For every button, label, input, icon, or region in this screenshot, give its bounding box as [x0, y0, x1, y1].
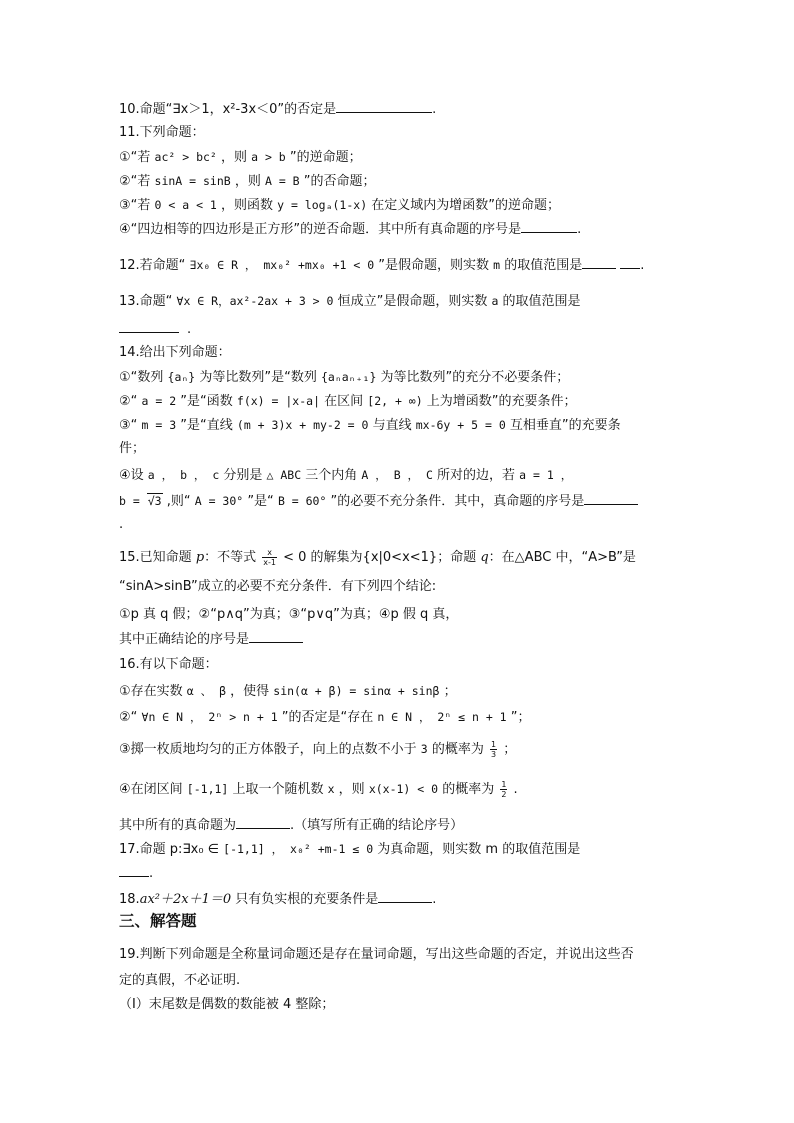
section-heading: 三、解答题	[119, 912, 197, 930]
q14-i2-b: ”是“函数	[176, 394, 237, 409]
question-19-line-3: （Ⅰ）末尾数是偶数的数能被 4 整除；	[119, 997, 335, 1012]
q12-math: ∃x₀ ∈ R ， mx₀² +mx₀ +1 < 0	[189, 258, 375, 272]
q11-i2-math: sinA = sinB	[154, 174, 231, 188]
q11-i3-math2: y = logₐ(1-x)	[277, 198, 368, 212]
q17-end: .	[149, 866, 154, 881]
q12-a: 12.若命题“	[119, 258, 190, 273]
q13-blank	[119, 320, 179, 333]
q11-i3-c: 在定义域内为增函数”的逆命题；	[367, 198, 560, 213]
q16-i4-d: 的概率为	[438, 782, 499, 797]
q14-item-4-line-2	[119, 492, 638, 511]
q14-i4-sqrt-value: 3	[154, 494, 162, 508]
q15-b: ：不等式	[204, 550, 261, 565]
q14-i1-math: {aₙ}	[167, 370, 196, 384]
q16-i2-b: ”的否定是“存在	[277, 710, 378, 725]
q14-i4-l2math: A = 30°	[194, 494, 244, 508]
q16-i4-b: 上取一个随机数	[228, 782, 328, 797]
question-17	[119, 840, 580, 859]
q13-line-2	[119, 320, 191, 339]
q16-i3-b: 的概率为	[427, 742, 488, 757]
q10-text: 10.命题“∃x＞1，x²-3x＜0”的否定是	[119, 102, 337, 117]
q14-i3-math2: (m + 3)x + my-2 = 0	[236, 418, 369, 432]
q13-math2: a	[491, 294, 499, 308]
q11-item-1	[119, 148, 362, 167]
q14-item-2	[119, 392, 577, 411]
q17-b: 为真命题，则实数 m 的取值范围是	[373, 842, 581, 857]
q15-c: < 0 的解集为{x|0<x<1}；命题	[279, 550, 481, 565]
q16-i3-math: 3	[420, 742, 428, 756]
q14-i3-c: 与直线	[368, 418, 416, 433]
q16-i2-a: ②“	[119, 710, 142, 725]
q16-item-2	[119, 708, 530, 727]
q16-i2-math2: n ∈ N ， 2ⁿ ≤ n + 1	[377, 710, 507, 724]
q18-blank	[378, 890, 432, 903]
q14-i2-a: ②“	[119, 394, 142, 409]
q16-end	[119, 816, 463, 835]
q15-frac-num: x	[262, 548, 277, 558]
q16-i2-math: ∀n ∈ N ， 2ⁿ > n + 1	[141, 710, 278, 724]
q14-item-4	[119, 466, 572, 485]
q16-i1-math2: sin(α + β) = sinα + sinβ	[273, 684, 440, 698]
q11-blank	[521, 220, 577, 233]
q14-i4-l2d: ”的必要不充分条件．其中，真命题的序号是	[326, 494, 585, 509]
question-16-title: 16.有以下命题：	[119, 657, 218, 672]
q14-i3-math: m = 3	[141, 418, 177, 432]
question-19-line-2: 定的真假，不必证明.	[119, 973, 241, 988]
q14-i3-b: ”是“直线	[176, 418, 237, 433]
q11-item-2	[119, 172, 375, 191]
q16-item-4	[119, 780, 518, 799]
q12-math2: m	[493, 258, 501, 272]
q11-i3-math: 0 < a < 1	[154, 198, 217, 212]
q15-d: ：在△ABC 中，“A>B”是	[488, 550, 636, 565]
q16-i3-frac-den: 3	[491, 750, 497, 759]
q15-line-4	[119, 630, 303, 649]
q15-fraction	[262, 548, 277, 567]
q14-i4-math4: a = 1 ，	[519, 468, 573, 482]
q16-i3-fraction	[490, 740, 497, 759]
q16-i4-math: [-1,1]	[186, 782, 229, 796]
q11-end: .	[577, 222, 582, 237]
q10-end: .	[432, 102, 437, 117]
q12-end: .	[640, 258, 645, 273]
q17-line-2	[119, 864, 153, 883]
q11-i1-a: ①“若	[119, 150, 155, 165]
q16-i4-fraction	[500, 780, 507, 799]
q11-i1-c: ”的逆命题；	[285, 150, 362, 165]
q14-i4-math2: △ ABC	[266, 468, 302, 482]
q16-end-b: .（填写所有正确的结论序号）	[290, 818, 464, 833]
q16-i3-c: ；	[499, 742, 517, 757]
q18-a: 18.	[119, 892, 140, 907]
q14-i4-math3: A ， B ， C	[361, 468, 433, 482]
q14-i2-c: 在区间	[320, 394, 368, 409]
q15-blank	[249, 630, 303, 643]
q10-blank	[336, 100, 432, 113]
q11-i4-a: ④“四边相等的四边形是正方形”的逆否命题．其中所有真命题的序号是	[119, 222, 522, 237]
q14-i1-b: 为等比数列”是“数列	[195, 370, 321, 385]
q16-i4-e: .	[509, 782, 518, 797]
q16-end-a: 其中所有的真命题为	[119, 818, 237, 833]
q14-i3-math3: mx-6y + 5 = 0	[415, 418, 506, 432]
q14-i1-a: ①“数列	[119, 370, 168, 385]
q11-i1-b: ，则	[216, 150, 252, 165]
q16-i3-frac-num: 1	[491, 740, 497, 749]
q16-blank	[236, 816, 290, 829]
question-19-line-1: 19.判断下列命题是全称量词命题还是存在量词命题，写出这些命题的否定，并说出这些否	[119, 947, 634, 962]
q13-c: 的取值范围是	[498, 294, 581, 309]
question-14-title: 14.给出下列命题：	[119, 345, 231, 360]
q14-i4-math: a ， b ， c	[147, 468, 220, 482]
q11-i3-a: ③“若	[119, 198, 155, 213]
q14-item-3-cont: 件；	[119, 441, 146, 456]
q14-i4-c: 三个内角	[301, 468, 362, 483]
q16-i4-frac-den: 2	[501, 790, 507, 799]
q15-line-3: ①p 真 q 假；②“p∧q”为真；③“p∨q”为真；④p 假 q 真，	[119, 607, 459, 622]
q12-b: ”是假命题，则实数	[374, 258, 494, 273]
q15-line-2: “sinA>sinB”成立的必要不充分条件．有下列四个结论:	[119, 579, 437, 594]
question-13	[119, 292, 581, 311]
sqrt-symbol: √3	[147, 494, 162, 508]
q16-item-3	[119, 740, 516, 759]
question-15	[119, 548, 636, 567]
q14-i4-a: ④设	[119, 468, 148, 483]
q11-i1-math2: a > b	[251, 150, 286, 164]
question-10	[119, 100, 436, 119]
q14-i4-l2c: ”是“	[243, 494, 278, 509]
q11-i3-b: ，则函数	[216, 198, 278, 213]
q14-item-1	[119, 368, 569, 387]
q11-i2-b: ，则	[230, 174, 265, 189]
q15-q: q	[480, 550, 489, 565]
question-18	[119, 890, 436, 909]
q11-i1-math: ac² > bc²	[154, 150, 217, 164]
q16-i2-c: ”；	[506, 710, 531, 725]
q11-item-3	[119, 196, 560, 215]
q16-i4-math3: x(x-1) < 0	[368, 782, 439, 796]
q13-b: 恒成立”是假命题，则实数	[333, 294, 492, 309]
q16-i3-a: ③掷一枚质地均匀的正方体骰子，向上的点数不小于	[119, 742, 421, 757]
q14-i2-math2: f(x) = |x-a|	[236, 394, 320, 408]
q16-i1-a: ①存在实数	[119, 684, 187, 699]
q11-i2-a: ②“若	[119, 174, 155, 189]
q16-item-1	[119, 682, 457, 701]
q14-i1-c: 为等比数列”的充分不必要条件；	[376, 370, 570, 385]
q16-i4-a: ④在闭区间	[119, 782, 187, 797]
question-11-title: 11.下列命题：	[119, 125, 205, 140]
q12-c: 的取值范围是	[500, 258, 583, 273]
q11-item-4	[119, 220, 581, 239]
q18-b: 只有负实根的充要条件是	[231, 892, 379, 907]
q14-i3-a: ③“	[119, 418, 142, 433]
q11-i2-c: ”的否命题；	[299, 174, 376, 189]
q14-item-3	[119, 416, 621, 435]
q17-a: 17.命题 p:∃x₀ ∈	[119, 842, 224, 857]
q13-math: ∀x ∈ R，ax²-2ax + 3 > 0	[176, 294, 334, 308]
q11-i2-math2: A = B	[264, 174, 300, 188]
q16-i1-b: ，使得	[226, 684, 274, 699]
q13-a: 13.命题“	[119, 294, 177, 309]
q16-i1-math: α 、 β	[186, 684, 226, 698]
q14-i2-math3: [2, + ∞)	[367, 394, 423, 408]
q14-i4-d: 所对的边，若	[432, 468, 520, 483]
q14-i4-l2math2: B = 60°	[277, 494, 327, 508]
q16-i4-frac-num: 1	[501, 780, 507, 789]
q14-i3-d: 互相垂直”的充要条	[505, 418, 621, 433]
q13-end: .	[187, 322, 192, 337]
q12-blank-2	[620, 256, 640, 269]
q15-l4: 其中正确结论的序号是	[119, 632, 250, 647]
q17-blank	[119, 864, 149, 877]
q15-p: p	[195, 550, 205, 565]
q16-i4-math2: x	[327, 782, 335, 796]
q14-i4-b: 分别是	[219, 468, 267, 483]
q14-i4-l2a: b =	[119, 494, 147, 508]
q14-i2-d: 上为增函数”的充要条件；	[422, 394, 577, 409]
q18-end: .	[432, 892, 437, 907]
q12-blank-1	[582, 256, 616, 269]
q14-blank	[584, 492, 638, 505]
q14-i4-l2b: ,则“	[162, 494, 195, 509]
question-12	[119, 256, 644, 275]
q16-i1-c: ；	[439, 684, 457, 699]
q16-i4-c: ，则	[334, 782, 369, 797]
q14-end: .	[119, 517, 124, 532]
q14-i2-math: a = 2	[141, 394, 177, 408]
q15-a: 15.已知命题	[119, 550, 196, 565]
q17-math: [-1,1] ， x₀² +m-1 ≤ 0	[223, 842, 374, 856]
q14-i1-math2: {aₙaₙ₊₁}	[320, 370, 377, 384]
q18-math: ax²＋2x＋1＝0	[139, 892, 232, 907]
q15-frac-den: x-1	[263, 558, 276, 567]
